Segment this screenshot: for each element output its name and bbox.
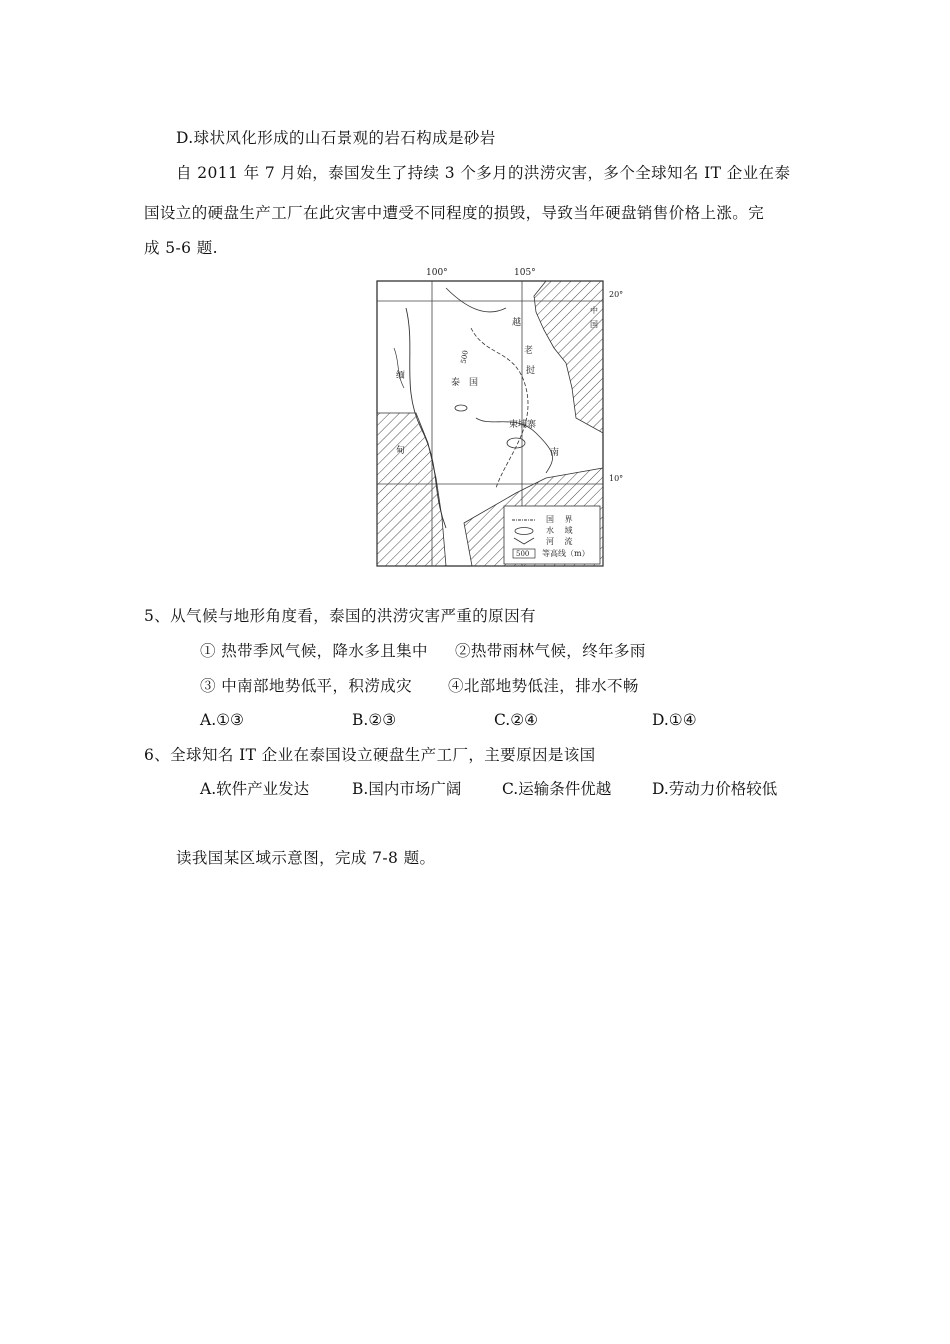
label-vietnam-1: 越: [512, 318, 522, 328]
q5-stem: 5、从气候与地形角度看，泰国的洪涝灾害严重的原因有: [144, 607, 536, 625]
label-cambodia: 柬埔寨: [509, 420, 537, 430]
q6-option-c[interactable]: C.运输条件优越: [502, 780, 612, 798]
legend-river-label: 河 流: [546, 537, 577, 546]
q5-item-3: ③ 中南部地势低平，积涝成灾: [200, 677, 413, 695]
label-lat-20: 20°: [609, 290, 624, 299]
q6-stem: 6、全球知名 IT 企业在泰国设立硬盘生产工厂，主要原因是该国: [144, 746, 596, 764]
q6-option-b[interactable]: B.国内市场广阔: [352, 780, 462, 798]
label-lon-105: 105°: [514, 268, 536, 278]
label-lon-100: 100°: [426, 268, 448, 278]
q5-item-2: ②热带雨林气候，终年多雨: [455, 642, 646, 660]
label-thailand: 泰 国: [451, 378, 479, 388]
legend-contour-sample: 500: [516, 550, 530, 558]
label-laos-2: 挝: [526, 366, 536, 376]
thailand-flood-map: [376, 268, 624, 568]
q6-option-a[interactable]: A.软件产业发达: [200, 780, 310, 798]
next-section-intro: 读我国某区域示意图，完成 7-8 题。: [176, 849, 436, 867]
paragraph-intro-line-2: 国设立的硬盘生产工厂在此灾害中遭受不同程度的损毁，导致当年硬盘销售价格上涨。完: [144, 204, 765, 222]
paragraph-intro-line-1: 自 2011 年 7 月始，泰国发生了持续 3 个多月的洪涝灾害，多个全球知名 IT 企业在泰: [176, 164, 791, 182]
label-china-1: 中: [590, 306, 598, 315]
label-lat-10: 10°: [609, 474, 624, 483]
q5-option-d[interactable]: D.①④: [652, 711, 697, 729]
label-china-2: 国: [590, 320, 598, 329]
label-contour-500: 500: [459, 349, 470, 365]
q6-option-d[interactable]: D.劳动力价格较低: [652, 780, 778, 798]
label-vietnam-2: 南: [550, 448, 560, 458]
q5-item-1: ① 热带季风气候，降水多且集中: [200, 642, 428, 660]
q5-option-b[interactable]: B.②③: [352, 711, 397, 729]
label-myanmar-1: 缅: [396, 371, 406, 381]
label-laos-1: 老: [524, 346, 534, 356]
q5-option-c[interactable]: C.②④: [494, 711, 539, 729]
label-myanmar-2: 甸: [396, 446, 406, 456]
legend-contour-label: 等高线（m）: [542, 549, 590, 558]
q5-item-4: ④北部地势低洼，排水不畅: [448, 677, 639, 695]
q5-option-a[interactable]: A.①③: [200, 711, 244, 729]
legend-border-label: 国 界: [546, 515, 577, 524]
paragraph-intro-line-3: 成 5-6 题.: [144, 239, 218, 257]
legend-water-label: 水 域: [546, 526, 577, 535]
paragraph-option-d: D.球状风化形成的山石景观的岩石构成是砂岩: [176, 129, 496, 147]
